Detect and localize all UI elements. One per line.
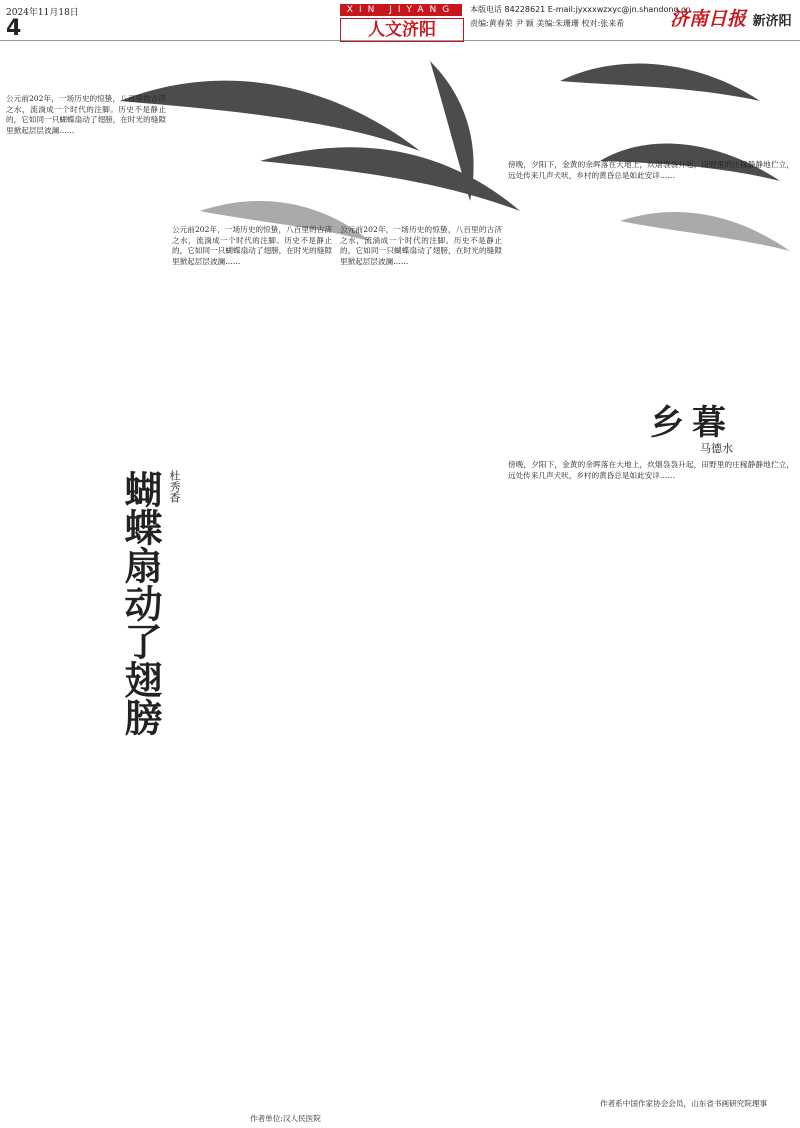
article2-author: 马德水 — [700, 442, 733, 455]
article2-title: 乡暮 — [650, 403, 734, 443]
section-title: 人文济阳 — [340, 18, 464, 42]
article1-title: 蝴蝶扇动了翅膀 — [118, 470, 163, 736]
masthead-sub: 新济阳 — [752, 14, 792, 29]
page-number: 4 — [6, 16, 22, 41]
section-pinyin: XIN JIYANG — [340, 4, 462, 16]
article2-signature: 作者系中国作家协会会员，山东省书画研究院理事 — [600, 1099, 768, 1108]
article2-intro-column: 傍晚，夕阳下，金黄的余晖落在大地上，炊烟袅袅升起，田野里的庄稼静静地伫立，远处传来几声犬吠，乡村的黄昏总是如此安详…… — [508, 160, 794, 180]
masthead-name: 济南日报 — [670, 8, 747, 30]
newspaper-masthead — [670, 4, 792, 31]
editors-line: 责编:黄春荣 尹 颖 美编:朱珊珊 校对:张来希 — [470, 19, 625, 28]
issue-date: 2024年11月18日 — [6, 8, 79, 18]
article1-column-3: 公元前202年，一场历史的惊蛰，八百里的古济之水，流淌成一个时代的注脚。历史不是静止的，它如同一只蝴蝶扇动了翅膀，在时光的缝隙里掀起层层波澜…… — [340, 225, 502, 266]
article1-column-2: 公元前202年，一场历史的惊蛰，八百里的古济之水，流淌成一个时代的注脚。历史不是静止的，它如同一只蝴蝶扇动了翅膀，在时光的缝隙里掀起层层波澜…… — [172, 225, 332, 266]
article1-column-1: 公元前202年，一场历史的惊蛰，八百里的古济之水，流淌成一个时代的注脚。历史不是静止的，它如同一只蝴蝶扇动了翅膀，在时光的缝隙里掀起层层波澜…… — [6, 94, 166, 135]
page-header — [0, 0, 800, 41]
article1-signature: 作者单位:汉人民医院 — [250, 1114, 321, 1123]
article1-author: 杜秀香 — [168, 470, 181, 503]
contact-line: 本版电话 84228621 E-mail:jyxxxwzxyc@jn.shandong.cn — [470, 5, 691, 14]
article2-column: 傍晚，夕阳下，金黄的余晖落在大地上，炊烟袅袅升起，田野里的庄稼静静地伫立，远处传来几声犬吠，乡村的黄昏总是如此安详…… — [508, 460, 794, 480]
